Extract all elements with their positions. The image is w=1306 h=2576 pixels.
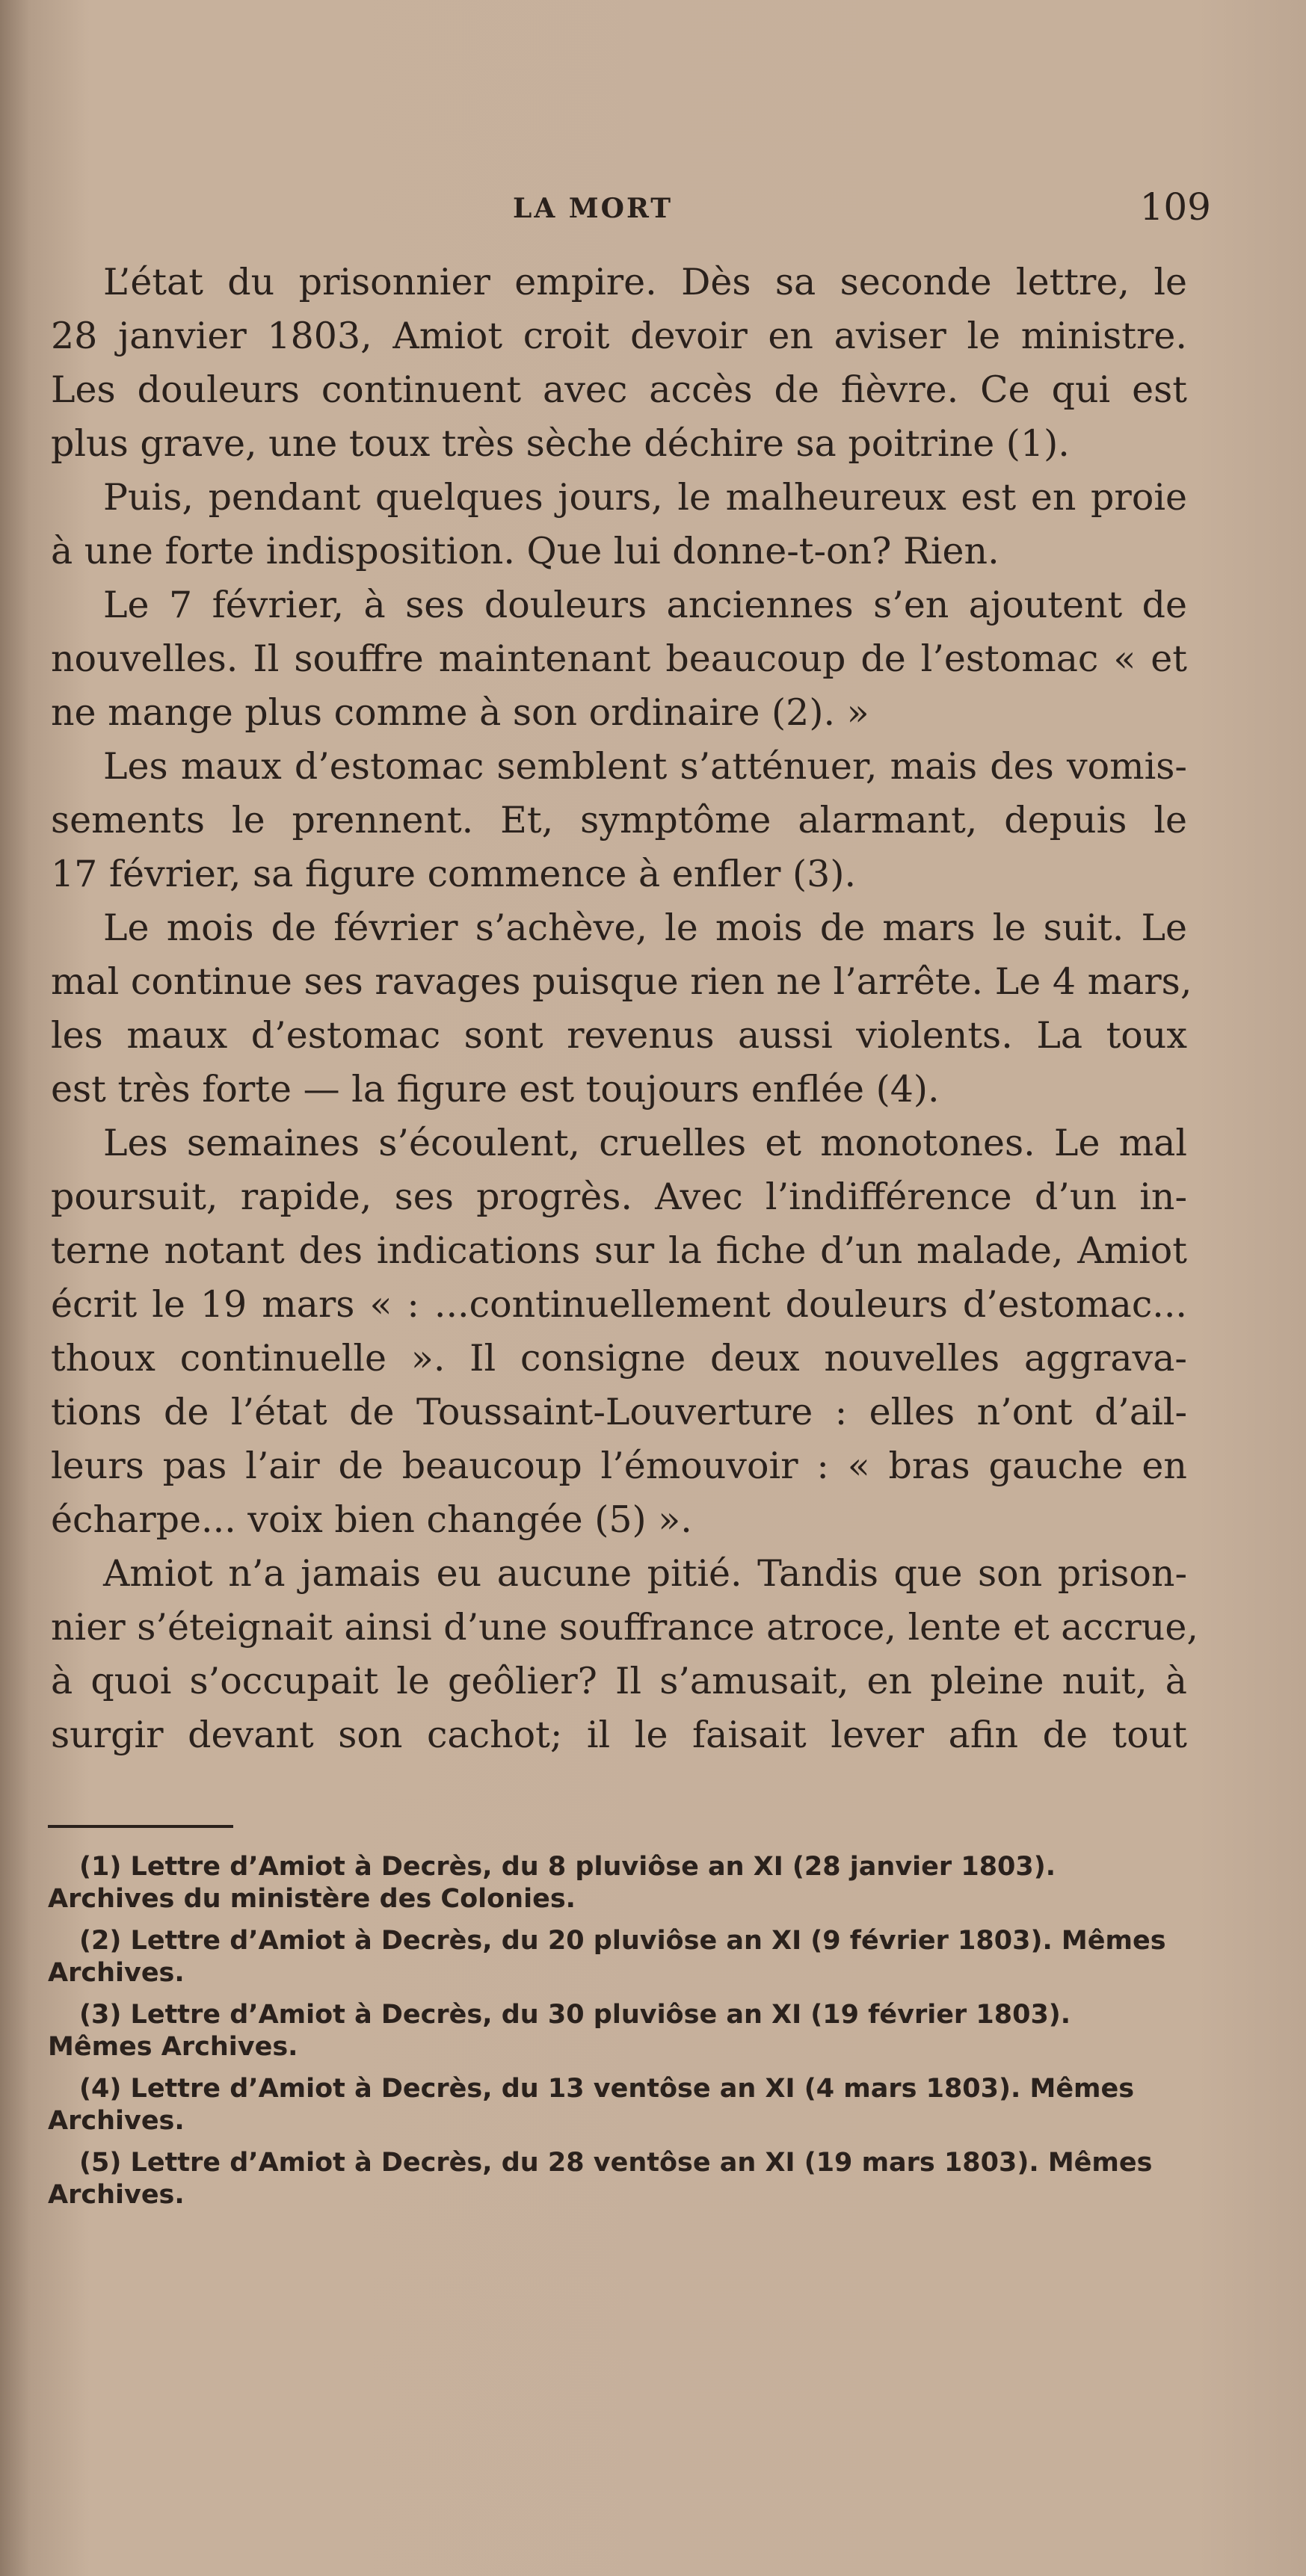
paragraph-line: 28 janvier 1803, Amiot croit devoir en aviser le ministre.	[51, 315, 1187, 357]
paragraph-line: 17 février, sa figure commence à enfler (3).	[51, 853, 857, 895]
paragraph-line: plus grave, une toux très sèche déchire sa poitrine (1).	[51, 422, 1070, 465]
paragraph-line: Le 7 février, à ses douleurs anciennes s’en ajoutent de	[103, 584, 1187, 626]
paragraph-line: est très forte — la figure est toujours enflée (4).	[51, 1068, 940, 1111]
footnote-line: (1) Lettre d’Amiot à Decrès, du 8 pluviôse an XI (28 janvier 1803).	[79, 1852, 1056, 1882]
paragraph-line: écharpe... voix bien changée (5) ».	[51, 1498, 692, 1541]
footnote-line: Archives.	[48, 1958, 185, 1988]
body-text	[51, 256, 1198, 1762]
footnote	[48, 1999, 1192, 2063]
footnote-line: (4) Lettre d’Amiot à Decrès, du 13 ventôse an XI (4 mars 1803). Mêmes	[79, 2074, 1135, 2104]
footnote-line: Archives.	[48, 2180, 185, 2210]
paragraph-line: les maux d’estomac sont revenus aussi violents. La toux	[51, 1014, 1187, 1057]
paragraph-line: nier s’éteignait ainsi d’une souffrance atroce, lente et accrue,	[51, 1606, 1198, 1649]
footnote-line: Mêmes Archives.	[48, 2032, 298, 2062]
paragraph-line: sements le prennent. Et, symptôme alarmant, depuis le	[51, 799, 1187, 841]
paragraph-line: leurs pas l’air de beaucoup l’émouvoir : « bras gauche en	[51, 1445, 1187, 1487]
footnote	[48, 1851, 1192, 1915]
paragraph-line: surgir devant son cachot; il le faisait lever afin de tout	[51, 1714, 1187, 1756]
paragraph-line: Le mois de février s’achève, le mois de mars le suit. Le	[103, 906, 1187, 949]
footnote	[48, 1925, 1192, 1989]
page-number: 109	[1139, 185, 1211, 229]
paragraph-line: thoux continuelle ». Il consigne deux nouvelles aggrava-	[51, 1337, 1187, 1380]
paragraph-line: mal continue ses ravages puisque rien ne l’arrête. Le 4 mars,	[51, 960, 1192, 1003]
paragraph-line: nouvelles. Il souffre maintenant beaucoup de l’estomac « et	[51, 637, 1187, 680]
paragraph-line: Les maux d’estomac semblent s’atténuer, mais des vomis-	[103, 745, 1187, 788]
paragraph-line: L’état du prisonnier empire. Dès sa seconde lettre, le	[103, 261, 1187, 303]
paragraph-line: terne notant des indications sur la fiche d’un malade, Amiot	[51, 1229, 1187, 1272]
footnote-separator	[48, 1825, 233, 1828]
paragraph-line: écrit le 19 mars « : ...continuellement douleurs d’estomac...	[51, 1283, 1187, 1326]
footnotes	[48, 1851, 1192, 2221]
running-title: LA MORT	[513, 193, 674, 224]
footnote-line: (3) Lettre d’Amiot à Decrès, du 30 pluviôse an XI (19 février 1803).	[79, 2000, 1071, 2030]
footnote-line: Archives du ministère des Colonies.	[48, 1884, 576, 1914]
footnote-line: Archives.	[48, 2106, 185, 2136]
paragraph-line: ne mange plus comme à son ordinaire (2). »	[51, 691, 869, 734]
paragraph-line: poursuit, rapide, ses progrès. Avec l’indifférence d’un in-	[51, 1176, 1187, 1218]
paragraph-line: Puis, pendant quelques jours, le malheureux est en proie	[103, 476, 1187, 519]
footnote-line: (5) Lettre d’Amiot à Decrès, du 28 ventôse an XI (19 mars 1803). Mêmes	[79, 2148, 1153, 2178]
paragraph-line: à quoi s’occupait le geôlier? Il s’amusait, en pleine nuit, à	[51, 1660, 1187, 1702]
paragraph-line: à une forte indisposition. Que lui donne-t-on? Rien.	[51, 530, 999, 572]
paragraph-line: Les douleurs continuent avec accès de fièvre. Ce qui est	[51, 368, 1187, 411]
footnote	[48, 2147, 1192, 2211]
page-header	[45, 185, 1211, 238]
footnote	[48, 2073, 1192, 2137]
paragraph-line: tions de l’état de Toussaint-Louverture : elles n’ont d’ail-	[51, 1391, 1187, 1433]
footnote-line: (2) Lettre d’Amiot à Decrès, du 20 pluviôse an XI (9 février 1803). Mêmes	[79, 1926, 1166, 1956]
paragraph-line: Les semaines s’écoulent, cruelles et monotones. Le mal	[103, 1122, 1187, 1164]
paragraph-line: Amiot n’a jamais eu aucune pitié. Tandis que son prison-	[103, 1552, 1187, 1595]
